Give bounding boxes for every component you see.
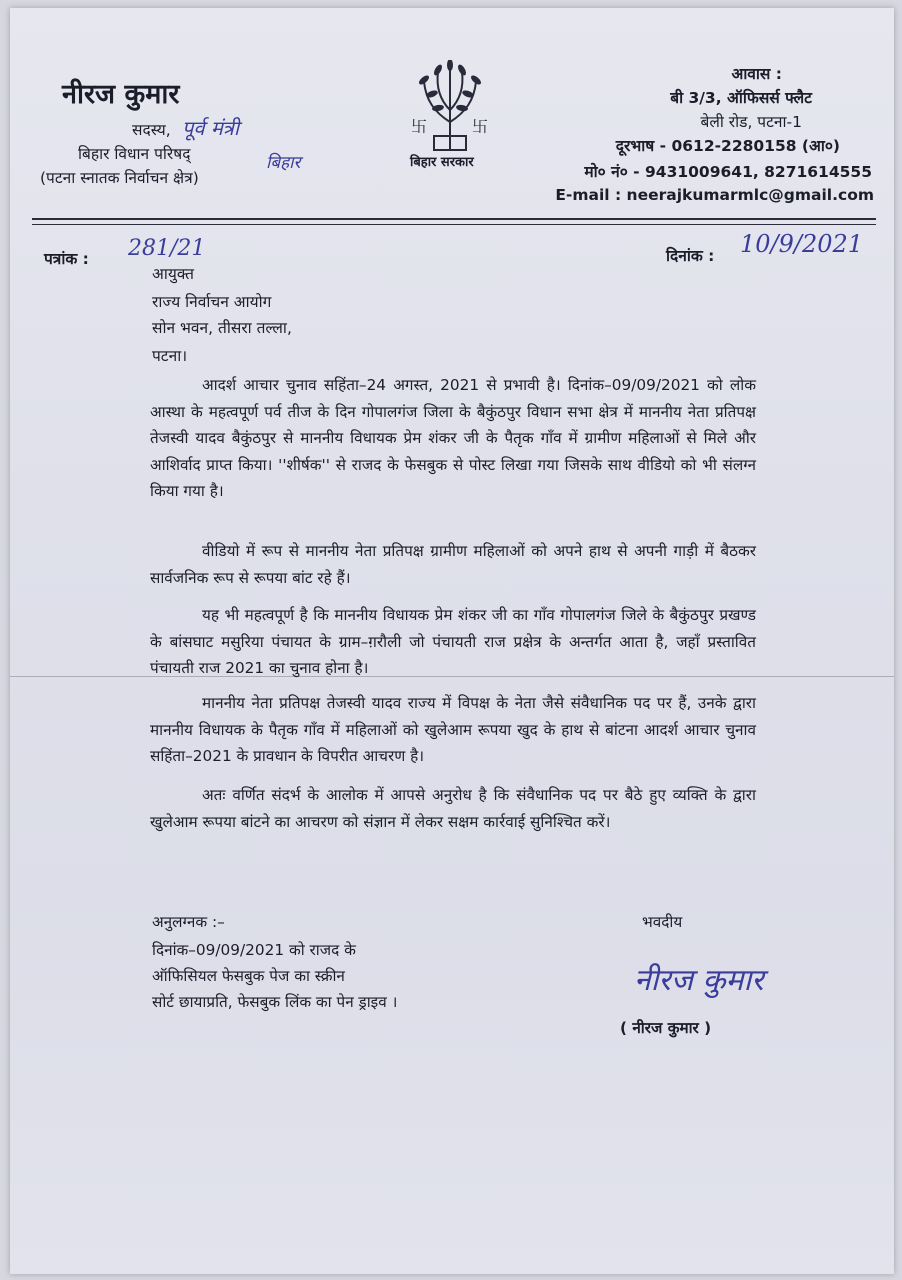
signatory-name: ( नीरज कुमार ) [620, 1019, 712, 1037]
reference-label: पत्रांक : [44, 250, 89, 268]
constituency: (पटना स्नातक निर्वाचन क्षेत्र) [40, 169, 199, 187]
valediction: भवदीय [642, 913, 683, 931]
enclosure-line1: दिनांक–09/09/2021 को राजद के [152, 941, 356, 959]
residence-line1: बी 3/3, ऑफिसर्स फ्लैट [670, 89, 812, 107]
body-paragraph-5: अतः वर्णित संदर्भ के आलोक में आपसे अनुरोध है कि संवैधानिक पद पर बैठे हुए व्यक्ति के द्वारा खुलेआम रूपया बांटने का आचरण को संज्ञान में लेकर सक्षम कार्रवाई सुनिश्चित करें। [150, 786, 756, 831]
recipient-line4: पटना। [152, 347, 188, 365]
mobile-number: मो० नं० - 9431009641, 8271614555 [584, 163, 872, 181]
body-paragraph-1: आदर्श आचार चुनाव सहिंता–24 अगस्त, 2021 से प्रभावी है। दिनांक–09/09/2021 को लोक आस्था के महत्वपूर्ण पर्व तीज के दिन गोपालगंज जिला के बैकुंठपुर विधान सभा क्षेत्र में माननीय नेता प्रतिपक्ष तेजस्वी यादव बैकुंठपुर से माननीय विधायक प्रेम शंकर जी के पैतृक गाँव में ग्रामीण महिलाओं से मिले और आशिर्वाद प्राप्त किया। ''शीर्षक'' से राजद के फेसबुक से पोस्ट लिखा गया जिसके साथ वीडियो को भी संलग्न किया गया है। [150, 376, 756, 500]
svg-text:卐: 卐 [472, 117, 489, 136]
residence-line2: बेली रोड, पटना-1 [700, 113, 802, 131]
body-paragraph-3: यह भी महत्वपूर्ण है कि माननीय विधायक प्रेम शंकर जी का गाँव गोपालगंज जिले के बैकुंठपुर प्रखण्ड के बांसघाट मसुरिया पंचायत के ग्राम–ग़रौली जो पंचायती राज प्रक्षेत्र के अन्तर्गत आता है, जहाँ प्रस्तावित पंचायती राज 2021 का चुनाव होना है। [150, 606, 756, 677]
date-value: 10/9/2021 [740, 230, 864, 258]
enclosure-line2: ऑफिसियल फेसबुक पेज का स्क्रीन [152, 967, 345, 985]
council-name: बिहार विधान परिषद् [78, 145, 191, 163]
reference-number: 281/21 [128, 236, 206, 261]
svg-text:卐: 卐 [411, 117, 428, 136]
enclosure-label: अनुलग्नक :– [152, 913, 225, 931]
phone-number: दूरभाष - 0612-2280158 (आ०) [615, 137, 840, 155]
recipient-line1: आयुक्त [152, 265, 194, 283]
recipient-line2: राज्य निर्वाचन आयोग [152, 293, 272, 311]
header-rule-thin [32, 224, 876, 225]
member-label: सदस्य, [132, 121, 171, 139]
emblem-label: बिहार सरकार [410, 155, 474, 170]
signature: नीरज कुमार [634, 963, 764, 998]
residence-label: आवास : [731, 65, 782, 83]
sender-name: नीरज कुमार [62, 79, 180, 110]
email-address: E-mail : neerajkumarmlc@gmail.com [555, 186, 874, 204]
enclosure-line3: सोर्ट छायाप्रति, फेसबुक लिंक का पेन ड्राइव । [152, 993, 398, 1011]
handwritten-designation: पूर्व मंत्री [182, 116, 240, 140]
recipient-line3: सोन भवन, तीसरा तल्ला, [152, 319, 292, 337]
date-label: दिनांक : [666, 247, 715, 265]
body-paragraph-2: वीडियो में रूप से माननीय नेता प्रतिपक्ष ग्रामीण महिलाओं को अपने हाथ से अपनी गाड़ी में बैठकर सार्वजनिक रूप से रूपया बांट रहे हैं। [150, 542, 756, 587]
handwritten-council-note: बिहार [266, 153, 301, 173]
header-rule-thick [32, 218, 876, 220]
body-paragraph-4: माननीय नेता प्रतिपक्ष तेजस्वी यादव राज्य में विपक्ष के नेता जैसे संवैधानिक पद पर हैं, उनके द्वारा माननीय विधायक के पैतृक गाँव में महिलाओं को खुलेआम रूपया खुद के हाथ से बांटना आदर्श आचार चुनाव सहिंता–2021 के प्रावधान के विपरीत आचरण है। [150, 694, 756, 765]
